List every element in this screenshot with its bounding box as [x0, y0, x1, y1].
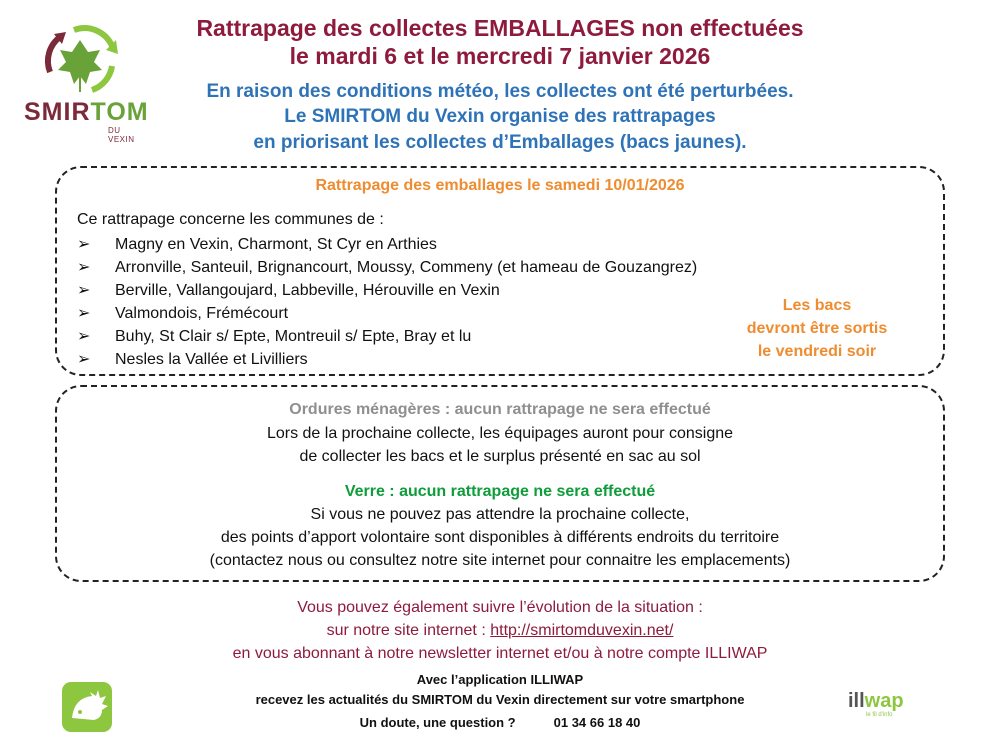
- follow-line2: sur notre site internet : http://smirtomduvexin.net/: [326, 622, 674, 639]
- glass-heading: Verre : aucun rattrapage ne sera effectué: [344, 483, 656, 500]
- main-title-line2: le mardi 6 et le mercredi 7 janvier 2026: [289, 43, 711, 69]
- list-item: ➢ Arronville, Santeuil, Brignancourt, Moussy, Commeny (et hameau de Gouzangrez): [77, 256, 697, 279]
- app-line1: Avec l’application ILLIWAP: [416, 672, 584, 687]
- arrow-bullet-icon: ➢: [77, 282, 91, 299]
- arrow-bullet-icon: ➢: [77, 351, 91, 368]
- communes-intro: Ce rattrapage concerne les communes de :: [77, 211, 384, 228]
- contact-line: Un doute, une question ? 01 34 66 18 40: [359, 715, 641, 730]
- intro-line2: Le SMIRTOM du Vexin organise des rattrapages: [284, 106, 716, 127]
- illiwap-app-icon: [62, 682, 112, 732]
- arrow-bullet-icon: ➢: [77, 259, 91, 276]
- follow-line3: en vous abonnant à notre newsletter internet et/ou à notre compte ILLIWAP: [232, 645, 768, 662]
- list-item: ➢ Valmondois, Frémécourt: [77, 302, 697, 325]
- communes-list: [77, 233, 697, 371]
- website-link[interactable]: http://smirtomduvexin.net/: [490, 622, 674, 639]
- glass-line2: des points d’apport volontaire sont disponibles à différents endroits du territoire: [220, 529, 780, 546]
- packaging-catchup-box: [55, 166, 945, 376]
- bins-out-note: Les bacs devront être sortis le vendredi soir: [746, 297, 888, 360]
- list-item: ➢ Berville, Vallangoujard, Labbeville, Hérouville en Vexin: [77, 279, 697, 302]
- list-item: ➢ Buhy, St Clair s/ Epte, Montreuil s/ Epte, Bray et lu: [77, 325, 697, 348]
- phone-number: 01 34 66 18 40: [553, 715, 641, 730]
- glass-line3: (contactez nous ou consultez notre site internet pour connaitre les emplacements): [209, 552, 791, 569]
- household-line2: de collecter les bacs et le surplus présenté en sac au sol: [299, 448, 701, 465]
- packaging-heading: Rattrapage des emballages le samedi 10/01/2026: [315, 177, 685, 194]
- follow-line1: Vous pouvez également suivre l’évolution de la situation :: [297, 599, 703, 616]
- intro-line3: en priorisant les collectes d’Emballages (bacs jaunes).: [253, 132, 747, 153]
- list-item: ➢ Nesles la Vallée et Livilliers: [77, 348, 697, 371]
- arrow-bullet-icon: ➢: [77, 236, 91, 253]
- logo-wordmark: SMIRTOM: [24, 98, 149, 126]
- illiwap-tagline: le fil d'info: [866, 712, 893, 718]
- glass-line1: Si vous ne pouvez pas attendre la prochaine collecte,: [310, 506, 690, 523]
- illiwap-logo: illwap: [848, 690, 904, 712]
- intro-line1: En raison des conditions météo, les collectes ont été perturbées.: [206, 81, 794, 102]
- list-item: ➢ Magny en Vexin, Charmont, St Cyr en Arthies: [77, 233, 697, 256]
- arrow-bullet-icon: ➢: [77, 328, 91, 345]
- hedgehog-icon: [62, 682, 112, 732]
- arrow-bullet-icon: ➢: [77, 305, 91, 322]
- app-line2: recevez les actualités du SMIRTOM du Vexin directement sur votre smartphone: [255, 692, 745, 707]
- other-collections-box: [55, 385, 945, 582]
- household-line1: Lors de la prochaine collecte, les équipages auront pour consigne: [266, 425, 734, 442]
- logo-subtitle: DU VEXIN: [108, 126, 135, 144]
- main-title-line1: Rattrapage des collectes EMBALLAGES non effectuées: [196, 15, 804, 41]
- household-heading: Ordures ménagères : aucun rattrapage ne sera effectué: [289, 401, 711, 418]
